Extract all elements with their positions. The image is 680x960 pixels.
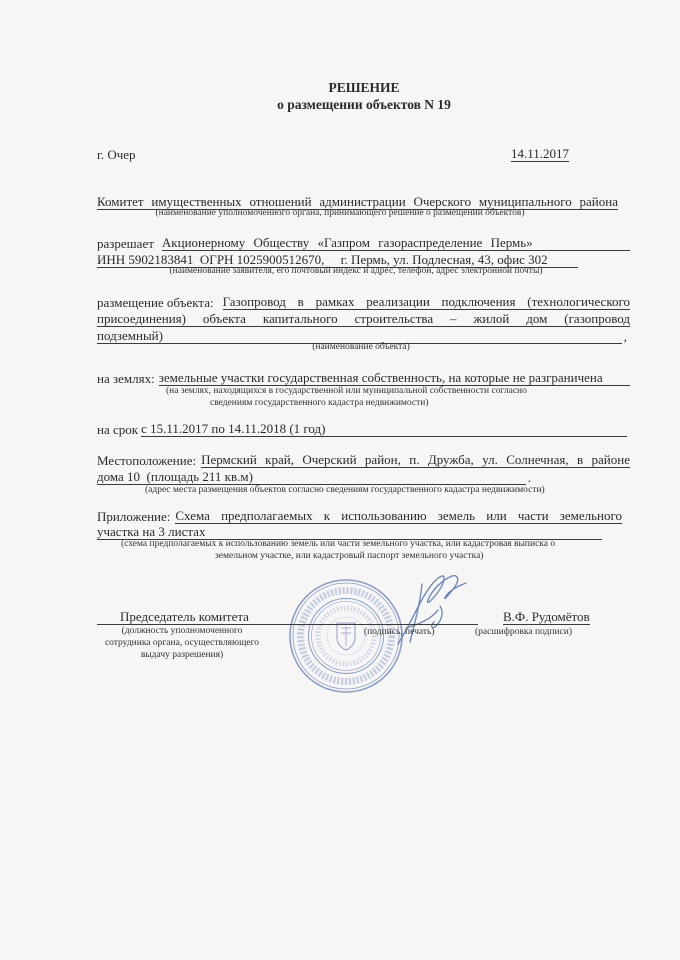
position-caption-3: выдачу разрешения) xyxy=(140,650,224,660)
applicant-name: Акционерному Обществу «Газпром газораспределение Пермь» xyxy=(162,235,630,251)
signer-position: Председатель комитета xyxy=(97,609,478,625)
lands-line xyxy=(97,370,630,386)
object-end-mark: , xyxy=(623,329,627,344)
object-label: размещение объекта: xyxy=(97,295,214,310)
document-subtitle: о размещении объектов N 19 xyxy=(277,97,451,112)
object-caption: (наименование объекта) xyxy=(312,342,410,352)
term-value: с 15.11.2017 по 14.11.2018 (1 год) xyxy=(141,421,627,437)
object-text-2: присоединения) объекта капитального строительства – жилой дом (газопровод xyxy=(97,311,630,326)
authority: Комитет имущественных отношений администрации Очерского муниципального района xyxy=(97,194,618,209)
term-line xyxy=(97,421,627,437)
name-caption: (расшифровка подписи) xyxy=(475,627,572,637)
date-line xyxy=(511,146,569,162)
object-text-1: Газопровод в рамках реализации подключения (технологического xyxy=(222,294,630,309)
appendix-line-1 xyxy=(97,508,622,524)
object-line-1 xyxy=(97,294,630,310)
permits-line xyxy=(97,235,630,251)
appendix-label: Приложение: xyxy=(97,509,171,524)
lands-label: на землях: xyxy=(97,371,155,386)
signer-name: В.Ф. Рудомётов xyxy=(503,609,590,624)
location-label: Местоположение: xyxy=(97,453,197,468)
authority-caption: (наименование уполномоченного органа, принимающего решение о размещении объектов) xyxy=(155,208,525,218)
document-title: РЕШЕНИЕ xyxy=(328,80,400,95)
appendix-text-1: Схема предполагаемых к использованию земель или части земельного xyxy=(175,508,622,523)
applicant-caption: (наименование заявителя, его почтовый индекс и адрес, телефон, адрес электронной почты) xyxy=(169,266,543,276)
lands-caption-2: сведениям государственного кадастра недвижимости) xyxy=(210,398,429,408)
object-text-3: подземный) xyxy=(97,328,622,344)
appendix-caption-2: земельном участке, или кадастровый паспорт земельного участка) xyxy=(215,551,484,561)
position-caption-1: (должность уполномоченного xyxy=(121,626,243,636)
location-text-2: дома 10 (площадь 211 кв.м) xyxy=(97,469,526,485)
location-text-1: Пермский край, Очерский район, п. Дружба, ул. Солнечная, в районе xyxy=(201,452,630,467)
signature-caption: (подпись, печать) xyxy=(364,627,435,637)
applicant-details: ИНН 5902183841 ОГРН 1025900512670, г. Пермь, ул. Подлесная, 43, офис 302 xyxy=(97,252,578,268)
location-line-1 xyxy=(97,452,630,468)
date: 14.11.2017 xyxy=(511,146,570,161)
lands-value: земельные участки государственная собственность, на которые не разграничена xyxy=(159,370,630,386)
appendix-caption-1: (схема предполагаемых к использованию земель или части земельного участка, или кадастровая выписка о xyxy=(121,539,556,549)
location-end-mark: . xyxy=(527,470,531,485)
term-label: на срок xyxy=(97,422,139,437)
object-line-2 xyxy=(97,311,630,327)
permits-label: разрешает xyxy=(97,236,154,251)
position-caption-2: сотрудника органа, осуществляющего xyxy=(104,638,260,648)
signer-position-line xyxy=(97,609,478,625)
lands-caption-1: (на землях, находящихся в государственной или муниципальной собственности согласно xyxy=(166,386,527,396)
place: г. Очер xyxy=(97,147,136,162)
place-line xyxy=(97,146,136,162)
location-caption: (адрес места размещения объектов согласно сведениям государственного кадастра недвижимости) xyxy=(145,485,545,495)
signer-name-line xyxy=(503,609,590,625)
appendix-text-2: участка на 3 листах xyxy=(97,524,602,540)
appendix-line-2 xyxy=(97,524,602,540)
location-line-2 xyxy=(97,469,531,485)
